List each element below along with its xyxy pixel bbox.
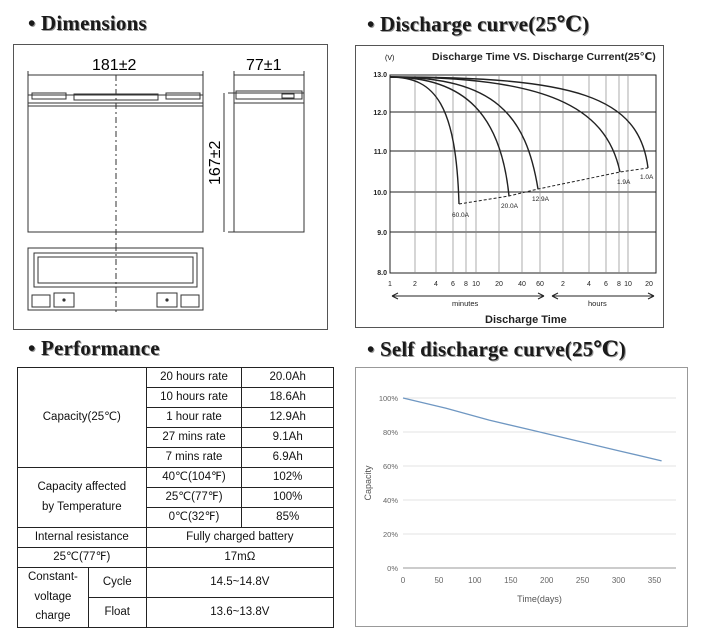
temperature-label-line: Capacity affected bbox=[37, 481, 127, 494]
hours-label: hours bbox=[588, 299, 607, 308]
self-discharge-panel bbox=[355, 367, 688, 627]
dimensions-drawing bbox=[14, 45, 327, 329]
x-tick-label: 8 bbox=[617, 281, 621, 288]
x-tick-label: 60 bbox=[536, 281, 544, 288]
height-dimension-label: 167±2 bbox=[207, 140, 224, 185]
x-tick-label: 2 bbox=[561, 281, 565, 288]
rate-cell: 1 hour rate bbox=[146, 408, 242, 428]
temperature-label bbox=[18, 468, 147, 528]
temperature-cell: 0℃(32℉) bbox=[146, 508, 242, 528]
capacity-label: Capacity(25℃) bbox=[18, 368, 147, 468]
performance-table bbox=[17, 367, 334, 628]
rate-cell: 10 hours rate bbox=[146, 388, 242, 408]
x-tick-label: 350 bbox=[647, 576, 662, 585]
float-label: Float bbox=[88, 598, 146, 628]
x-tick-label: 2 bbox=[413, 281, 417, 288]
discharge-curve-heading: • Discharge curve(25℃) bbox=[367, 12, 590, 36]
voltage-unit-label: (V) bbox=[385, 55, 395, 62]
rate-cell: 20 hours rate bbox=[146, 368, 242, 388]
y-tick-label: 8.0 bbox=[377, 270, 387, 277]
y-tick-label: 20% bbox=[382, 530, 398, 539]
y-tick-label: 12.0 bbox=[373, 110, 387, 117]
x-tick-label: 20 bbox=[495, 281, 503, 288]
minutes-label: minutes bbox=[452, 299, 479, 308]
cv-label-line: charge bbox=[35, 610, 71, 623]
x-tick-label: 10 bbox=[624, 281, 632, 288]
y-tick-label: 80% bbox=[382, 428, 398, 437]
temperature-label-line: by Temperature bbox=[41, 500, 122, 513]
current-label: 60.0A bbox=[452, 212, 469, 219]
capacity-value-cell: 6.9Ah bbox=[242, 448, 334, 468]
self-discharge-xlabel: Time(days) bbox=[517, 594, 562, 604]
y-tick-label: 11.0 bbox=[373, 149, 387, 156]
x-tick-label: 10 bbox=[472, 281, 480, 288]
discharge-chart-title: Discharge Time VS. Discharge Current(25℃) bbox=[432, 51, 656, 63]
rate-cell: 27 mins rate bbox=[146, 428, 242, 448]
temperature-cell: 25℃(77℉) bbox=[146, 488, 242, 508]
performance-heading: • Performance bbox=[28, 336, 160, 360]
x-tick-label: 50 bbox=[434, 576, 444, 585]
internal-resistance-value: 17mΩ bbox=[146, 548, 333, 568]
dimensions-heading: • Dimensions bbox=[28, 11, 147, 35]
x-tick-label: 100 bbox=[468, 576, 482, 585]
float-value: 13.6~13.8V bbox=[146, 598, 333, 628]
x-tick-label: 4 bbox=[587, 281, 591, 288]
y-tick-label: 13.0 bbox=[373, 72, 387, 79]
x-tick-label: 0 bbox=[400, 576, 406, 585]
cv-label-line: Constant- bbox=[27, 571, 78, 584]
y-tick-label: 40% bbox=[382, 496, 398, 505]
x-tick-label: 4 bbox=[434, 281, 438, 288]
cycle-label: Cycle bbox=[88, 568, 146, 598]
x-tick-label: 250 bbox=[575, 576, 590, 585]
internal-resistance-label: Internal resistance bbox=[18, 528, 147, 548]
x-tick-label: 1 bbox=[388, 281, 392, 288]
x-tick-label: 6 bbox=[604, 281, 608, 288]
self-discharge-ylabel: Capacity bbox=[363, 465, 373, 501]
rate-cell: 7 mins rate bbox=[146, 448, 242, 468]
y-tick-label: 10.0 bbox=[373, 190, 387, 197]
capacity-value-cell: 12.9Ah bbox=[242, 408, 334, 428]
capacity-series-line bbox=[403, 398, 662, 461]
self-discharge-chart bbox=[356, 368, 687, 626]
capacity-value-cell: 9.1Ah bbox=[242, 428, 334, 448]
x-tick-label: 8 bbox=[464, 281, 468, 288]
self-discharge-heading: • Self discharge curve(25℃) bbox=[367, 337, 626, 361]
dimensions-panel bbox=[13, 44, 328, 330]
x-tick-label: 6 bbox=[451, 281, 455, 288]
y-tick-label: 100% bbox=[378, 394, 398, 403]
discharge-xlabel: Discharge Time bbox=[485, 314, 567, 326]
current-label: 20.0A bbox=[501, 203, 518, 210]
y-tick-label: 0% bbox=[387, 564, 398, 573]
x-tick-label: 40 bbox=[518, 281, 526, 288]
width-dimension-label: 181±2 bbox=[92, 57, 137, 74]
y-tick-label: 9.0 bbox=[377, 230, 387, 237]
temperature-cell: 40℃(104℉) bbox=[146, 468, 242, 488]
x-tick-label: 300 bbox=[611, 576, 626, 585]
capacity-value-cell: 18.6Ah bbox=[242, 388, 334, 408]
current-label: 1.0A bbox=[640, 174, 654, 181]
internal-resistance-temperature: 25℃(77℉) bbox=[18, 548, 147, 568]
x-tick-label: 150 bbox=[504, 576, 518, 585]
depth-dimension-label: 77±1 bbox=[246, 57, 282, 74]
internal-resistance-condition: Fully charged battery bbox=[146, 528, 333, 548]
discharge-chart-panel bbox=[355, 45, 664, 328]
x-tick-label: 200 bbox=[540, 576, 554, 585]
constant-voltage-label bbox=[18, 568, 89, 628]
cv-label-line: voltage bbox=[34, 590, 72, 603]
temperature-value-cell: 100% bbox=[242, 488, 334, 508]
temperature-value-cell: 102% bbox=[242, 468, 334, 488]
current-label: 1.9A bbox=[617, 179, 631, 186]
discharge-chart bbox=[356, 46, 663, 327]
y-tick-label: 60% bbox=[382, 462, 398, 471]
capacity-value-cell: 20.0Ah bbox=[242, 368, 334, 388]
x-tick-label: 20 bbox=[645, 281, 653, 288]
cycle-value: 14.5~14.8V bbox=[146, 568, 333, 598]
temperature-value-cell: 85% bbox=[242, 508, 334, 528]
current-label: 12.9A bbox=[532, 196, 549, 203]
